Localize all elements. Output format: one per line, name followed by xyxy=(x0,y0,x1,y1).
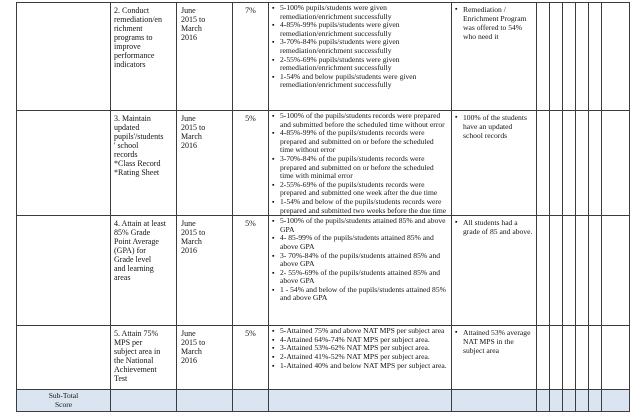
subtotal-cell xyxy=(602,390,630,412)
objective-cell xyxy=(111,111,177,216)
criteria-list xyxy=(270,217,449,303)
criteria-list xyxy=(270,4,449,90)
objective-line: MPS per xyxy=(114,338,143,348)
criteria-cell xyxy=(269,216,452,326)
accomplishment-list xyxy=(453,5,534,41)
empty-cell xyxy=(17,216,111,326)
rating-cell xyxy=(602,3,630,111)
subtotal-label xyxy=(17,390,111,412)
accomplishment-cell xyxy=(452,111,537,216)
criteria-item: ▪ 5-100% of the pupils/students records were prepared and submitted before the scheduled time without error xyxy=(280,112,449,129)
objective-line: *Class Record xyxy=(114,159,161,168)
objective-line: Test xyxy=(114,374,128,384)
objective-line: Achievement xyxy=(114,365,157,375)
timeline-cell xyxy=(177,3,233,111)
criteria-item: ▪ 1-54% and below of the pupils/students records were prepared and submitted two weeks before the due time xyxy=(280,198,449,215)
objective-line: 3. Maintain xyxy=(114,114,151,123)
empty-cell xyxy=(17,3,111,111)
table-row xyxy=(17,216,630,326)
table-row xyxy=(17,326,630,390)
objective-line: 5. Attain 75% xyxy=(114,329,159,339)
objective-cell xyxy=(111,216,177,326)
objective-line: Point Average xyxy=(114,237,159,247)
subtotal-row xyxy=(17,390,630,412)
objective-line: remediation/en xyxy=(114,15,162,24)
rating-cell xyxy=(550,216,563,326)
rating-cell xyxy=(576,326,589,390)
timeline-line: 2016 xyxy=(181,356,197,366)
criteria-item: ▪ 1-54% and below pupils/students were given remediation/enrichment successfully xyxy=(280,73,449,90)
timeline-line: June xyxy=(181,114,196,123)
accomplishment-item: ▪ Remediation / Enrichment Program was offered to 54% who need it xyxy=(463,5,534,41)
table-row xyxy=(17,3,630,111)
performance-table xyxy=(16,2,630,412)
objective-cell xyxy=(111,326,177,390)
rating-cell xyxy=(537,216,550,326)
timeline-line: 2016 xyxy=(181,33,197,42)
timeline-line: March xyxy=(181,237,202,247)
criteria-item: ▪ 4-85%-99% pupils/students were given remediation/enrichment successfully xyxy=(280,21,449,38)
criteria-item: ▪ 4-85%-99% of the pupils/students records were prepared and submitted on or before the scheduled time without error xyxy=(280,129,449,155)
subtotal-cell xyxy=(550,390,563,412)
timeline-line: June xyxy=(181,219,196,229)
rating-cell xyxy=(563,111,576,216)
accomplishment-item: ▪ Attained 53% average NAT MPS in the subject area xyxy=(463,328,534,355)
criteria-item: ▪ 2-Attained 41%-52% NAT MPS per subject area. xyxy=(280,353,449,362)
criteria-item: ▪ 5-100% pupils/students were given remediation/enrichment successfully xyxy=(280,4,449,21)
timeline-cell xyxy=(177,326,233,390)
subtotal-cell xyxy=(576,390,589,412)
objective-line: *Rating Sheet xyxy=(114,168,160,177)
subtotal-cell xyxy=(589,390,602,412)
rating-cell xyxy=(576,3,589,111)
objective-line: Grade level xyxy=(114,255,152,265)
objective-line: 85% Grade xyxy=(114,228,151,238)
rating-cell xyxy=(550,3,563,111)
rating-cell xyxy=(537,111,550,216)
objective-line: performance xyxy=(114,51,155,60)
accomplishment-item: ▪ All students had a grade of 85 and above. xyxy=(463,218,534,236)
rating-cell xyxy=(589,216,602,326)
rating-cell xyxy=(589,3,602,111)
accomplishment-cell xyxy=(452,326,537,390)
objective-line: indicators xyxy=(114,60,146,69)
criteria-item: ▪ 2- 55%-69% of the pupils/students attained 85% and above GPA xyxy=(280,269,449,286)
criteria-item: ▪ 3-Attained 53%-62% NAT MPS per subject area. xyxy=(280,344,449,353)
timeline-line: 2015 to xyxy=(181,15,206,24)
weight-cell: 5% xyxy=(233,111,269,216)
criteria-item: ▪ 3- 70%-84% of the pupils/students attained 85% and above GPA xyxy=(280,252,449,269)
subtotal-cell xyxy=(111,390,177,412)
timeline-line: March xyxy=(181,347,202,357)
timeline-line: 2015 to xyxy=(181,338,206,348)
timeline-line: 2016 xyxy=(181,246,197,256)
accomplishment-list xyxy=(453,113,534,140)
rating-cell xyxy=(563,326,576,390)
weight-cell: 5% xyxy=(233,216,269,326)
rating-cell xyxy=(602,326,630,390)
timeline-line: June xyxy=(181,6,196,15)
criteria-cell xyxy=(269,111,452,216)
objective-line: (GPA) for xyxy=(114,246,146,256)
rating-cell xyxy=(563,216,576,326)
timeline-line: 2016 xyxy=(181,141,197,150)
criteria-item: ▪ 3-70%-84% of the pupils/students records were prepared and submitted on or before the scheduled time with minimal error xyxy=(280,155,449,181)
criteria-item: ▪ 5-Attained 75% and above NAT MPS per subject area xyxy=(280,327,449,336)
timeline-cell xyxy=(177,111,233,216)
objective-line: updated xyxy=(114,123,140,132)
criteria-item: ▪ 1 - 54% and below of the pupils/students attained 85% and above GPA xyxy=(280,286,449,303)
objective-line: subject area in xyxy=(114,347,161,357)
timeline-line: March xyxy=(181,24,202,33)
objective-line: 2. Conduct xyxy=(114,6,150,15)
rating-cell xyxy=(589,111,602,216)
rating-cell xyxy=(563,3,576,111)
accomplishment-cell xyxy=(452,216,537,326)
timeline-line: 2015 to xyxy=(181,228,206,238)
objective-line: and learning xyxy=(114,264,154,274)
subtotal-cell xyxy=(269,390,452,412)
objective-line: 4. Attain at least xyxy=(114,219,166,229)
objective-line: the National xyxy=(114,356,154,366)
objective-line: improve xyxy=(114,42,141,51)
criteria-item: ▪ 3-70%-84% pupils/students were given remediation/enrichment successfully xyxy=(280,38,449,55)
objective-line: pupils'/students xyxy=(114,132,164,141)
table-row xyxy=(17,111,630,216)
weight-cell: 7% xyxy=(233,3,269,111)
subtotal-cell xyxy=(233,390,269,412)
weight-cell: 5% xyxy=(233,326,269,390)
rating-cell xyxy=(589,326,602,390)
accomplishment-item: ▪ 100% of the students have an updated school records xyxy=(463,113,534,140)
accomplishment-list xyxy=(453,328,534,355)
criteria-item: ▪ 1-Attained 40% and below NAT MPS per subject area. xyxy=(280,362,449,371)
subtotal-cell xyxy=(177,390,233,412)
objective-line: ' school xyxy=(114,141,139,150)
criteria-cell xyxy=(269,326,452,390)
accomplishment-list xyxy=(453,218,534,236)
rating-cell xyxy=(602,111,630,216)
rating-cell xyxy=(576,216,589,326)
rating-cell xyxy=(537,326,550,390)
timeline-line: June xyxy=(181,329,196,339)
timeline-cell xyxy=(177,216,233,326)
subtotal-cell xyxy=(452,390,537,412)
criteria-cell xyxy=(269,3,452,111)
subtotal-cell xyxy=(563,390,576,412)
criteria-item: ▪ 4- 85-99% of the pupils/students attained 85% and above GPA xyxy=(280,234,449,251)
objective-cell xyxy=(111,3,177,111)
objective-line: programs to xyxy=(114,33,153,42)
criteria-item: ▪ 2-55%-69% pupils/students were given remediation/enrichment successfully xyxy=(280,56,449,73)
empty-cell xyxy=(17,326,111,390)
criteria-item: ▪ 5-100% of the pupils/students attained 85% and above GPA xyxy=(280,217,449,234)
criteria-item: ▪ 4-Attained 64%-74% NAT MPS per subject area. xyxy=(280,336,449,345)
objective-line: records xyxy=(114,150,138,159)
rating-cell xyxy=(602,216,630,326)
criteria-list xyxy=(270,327,449,370)
subtotal-label-line: Sub-Total xyxy=(48,391,79,401)
rating-cell xyxy=(537,3,550,111)
objective-line: areas xyxy=(114,273,131,283)
rating-cell xyxy=(550,326,563,390)
rating-cell xyxy=(576,111,589,216)
timeline-line: 2015 to xyxy=(181,123,206,132)
criteria-item: ▪ 2-55%-69% of the pupils/students records were prepared and submitted one week after the due time xyxy=(280,181,449,198)
subtotal-label-line: Score xyxy=(54,400,73,410)
accomplishment-cell xyxy=(452,3,537,111)
empty-cell xyxy=(17,111,111,216)
timeline-line: March xyxy=(181,132,202,141)
criteria-list xyxy=(270,112,449,215)
subtotal-cell xyxy=(537,390,550,412)
objective-line: richment xyxy=(114,24,143,33)
rating-cell xyxy=(550,111,563,216)
